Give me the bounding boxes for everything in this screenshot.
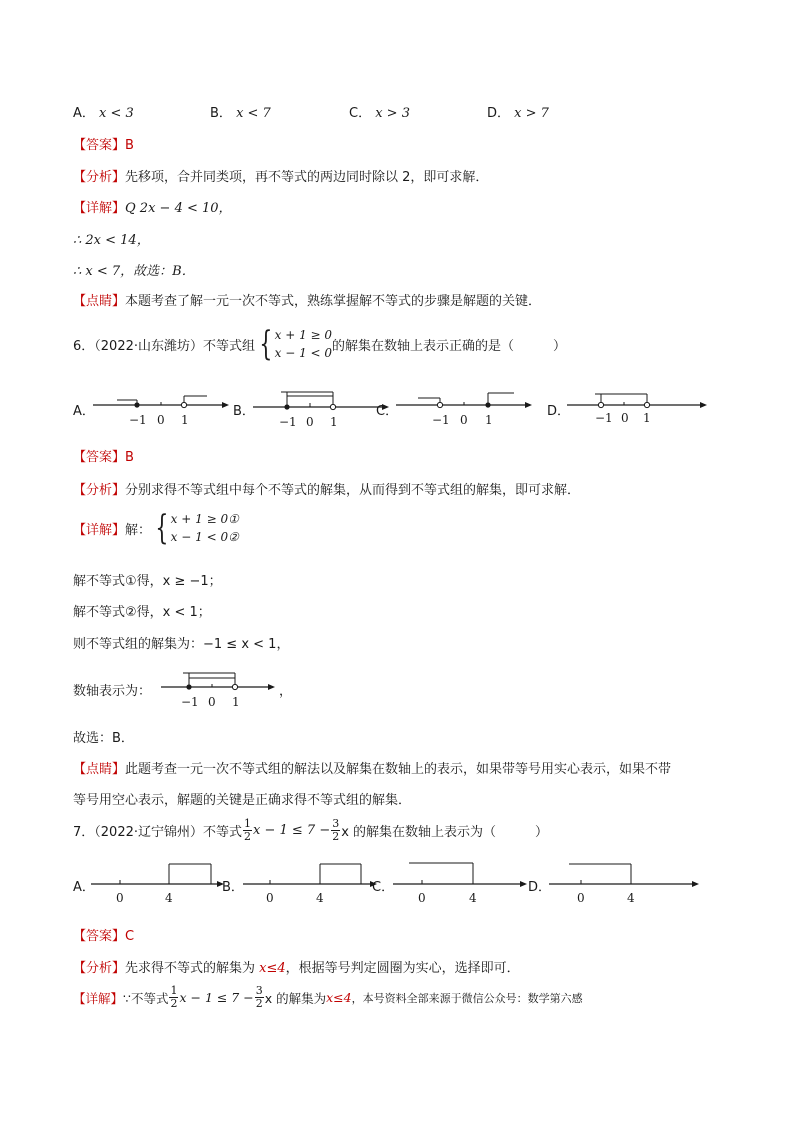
q6-step-3: 则不等式组的解集为：−1 ≤ x < 1， [73, 637, 290, 652]
svg-text:0: 0 [157, 413, 165, 427]
q6-option-b-label[interactable]: B． [233, 404, 255, 419]
svg-text:4: 4 [165, 891, 173, 905]
q6-options [73, 388, 733, 432]
q7-fraction-half: $\frac{1}{2}$ [244, 817, 251, 843]
q5-answer: 【答案】B [73, 138, 134, 153]
q6-option-c-number-line[interactable] [392, 388, 542, 432]
q5-comment: 【点睛】本题考查了解一元一次不等式，熟练掌握解不等式的步骤是解题的关键． [73, 294, 542, 309]
q6-stem: 6．（2022·山东潍坊）不等式组 { x + 1 ≥ 0 x − 1 < 0 的解集在数轴上表示正确的是（ ） [73, 324, 567, 364]
svg-text:1: 1 [485, 413, 493, 427]
q5-option-a[interactable]: A． x < 3 [73, 106, 134, 121]
q7-option-d-label[interactable]: D． [528, 880, 552, 895]
svg-text:4: 4 [316, 891, 324, 905]
svg-text:−1: −1 [595, 411, 613, 425]
svg-text:0: 0 [208, 695, 216, 709]
q7-detail: 【详解】 ∵不等式 $\frac{1}{2}$ x − 1 ≤ 7 − $\frac{3}{2}$ x 的解集为 x≤4 ，本号资料全部来源于微信公众号：数学第六感 [73, 984, 583, 1010]
svg-text:4: 4 [627, 891, 635, 905]
q7-option-c-number-line[interactable] [389, 858, 539, 906]
q6-analysis: 【分析】分别求得不等式组中每个不等式的解集，从而得到不等式组的解集，即可求解． [73, 483, 581, 498]
q6-option-d-number-line[interactable] [563, 388, 713, 432]
q7-option-d-number-line[interactable] [545, 858, 705, 906]
q6-detail-system: { x + 1 ≥ 0① x − 1 < 0② [155, 508, 239, 548]
q7-option-b-number-line[interactable] [239, 858, 389, 906]
svg-text:−1: −1 [432, 413, 450, 427]
svg-text:0: 0 [116, 891, 124, 905]
q6-step-1: 解不等式①得，x ≥ −1； [73, 574, 222, 589]
svg-text:0: 0 [621, 411, 629, 425]
q7-options [73, 858, 733, 906]
q6-option-d-label[interactable]: D． [547, 404, 571, 419]
brace-icon: { [155, 508, 169, 548]
q6-detail: 【详解】 解： { x + 1 ≥ 0① x − 1 < 0② [73, 508, 239, 548]
q7-stem: 7．（2022·辽宁锦州）不等式 $\frac{1}{2}$ x − 1 ≤ 7 − $\frac{3}{2}$ x 的解集在数轴上表示为（ ） [73, 817, 549, 843]
svg-text:4: 4 [469, 891, 477, 905]
q5-option-b[interactable]: B． x < 7 [210, 106, 271, 121]
q5-detail: 【详解】Q 2x − 4 < 10， [73, 201, 232, 216]
q7-option-a-number-line[interactable] [87, 858, 237, 906]
q7-fraction-three-halves: $\frac{3}{2}$ [332, 817, 340, 843]
q7-option-c-label[interactable]: C． [372, 880, 395, 895]
q6-option-a-number-line[interactable] [89, 388, 239, 432]
q7-option-b-label[interactable]: B． [222, 880, 244, 895]
q6-option-a-label[interactable]: A． [73, 404, 95, 419]
q5-options-row [73, 102, 134, 121]
q6-option-c-label[interactable]: C． [376, 404, 399, 419]
q5-detail-step-3: ∴ x < 7，故选：B． [73, 264, 195, 279]
q6-step-4: 数轴表示为： −1 0 1 ， [73, 670, 373, 714]
svg-text:1: 1 [643, 411, 651, 425]
svg-text:0: 0 [577, 891, 585, 905]
svg-text:0: 0 [418, 891, 426, 905]
svg-text:0: 0 [266, 891, 274, 905]
svg-text:1: 1 [232, 695, 240, 709]
svg-text:0: 0 [460, 413, 468, 427]
svg-text:−1: −1 [181, 695, 199, 709]
q5-option-c[interactable]: C． x > 3 [349, 106, 410, 121]
q6-choice: 故选：B． [73, 731, 134, 746]
svg-text:−1: −1 [129, 413, 147, 427]
q7-detail-fraction-three-halves: $\frac{3}{2}$ [255, 984, 263, 1010]
q7-option-a-label[interactable]: A． [73, 880, 95, 895]
svg-text:0: 0 [306, 415, 314, 429]
svg-text:1: 1 [330, 415, 338, 429]
q5-detail-step-2: ∴ 2x < 14， [73, 233, 150, 248]
svg-text:1: 1 [181, 413, 189, 427]
svg-text:−1: −1 [279, 415, 297, 429]
q6-answer: 【答案】B [73, 450, 134, 465]
brace-icon: { [259, 324, 273, 364]
q5-analysis: 【分析】先移项，合并同类项，再不等式的两边同时除以 2，即可求解． [73, 170, 489, 185]
q7-answer: 【答案】C [73, 929, 135, 944]
q7-detail-fraction-half: $\frac{1}{2}$ [170, 984, 178, 1010]
q5-option-d[interactable]: D． x > 7 [487, 106, 549, 121]
q6-inequality-system: { x + 1 ≥ 0 x − 1 < 0 [259, 324, 333, 364]
q6-step-2: 解不等式②得，x < 1； [73, 605, 211, 620]
q6-comment-cont: 等号用空心表示，解题的关键是正确求得不等式组的解集． [73, 793, 412, 808]
q7-analysis: 【分析】先求得不等式的解集为 x≤4，根据等号判定圆圈为实心，选择即可． [73, 961, 520, 976]
q6-comment: 【点睛】此题考查一元一次不等式组的解法以及解集在数轴上的表示，如果带等号用实心表示，如果不带 [73, 762, 672, 777]
